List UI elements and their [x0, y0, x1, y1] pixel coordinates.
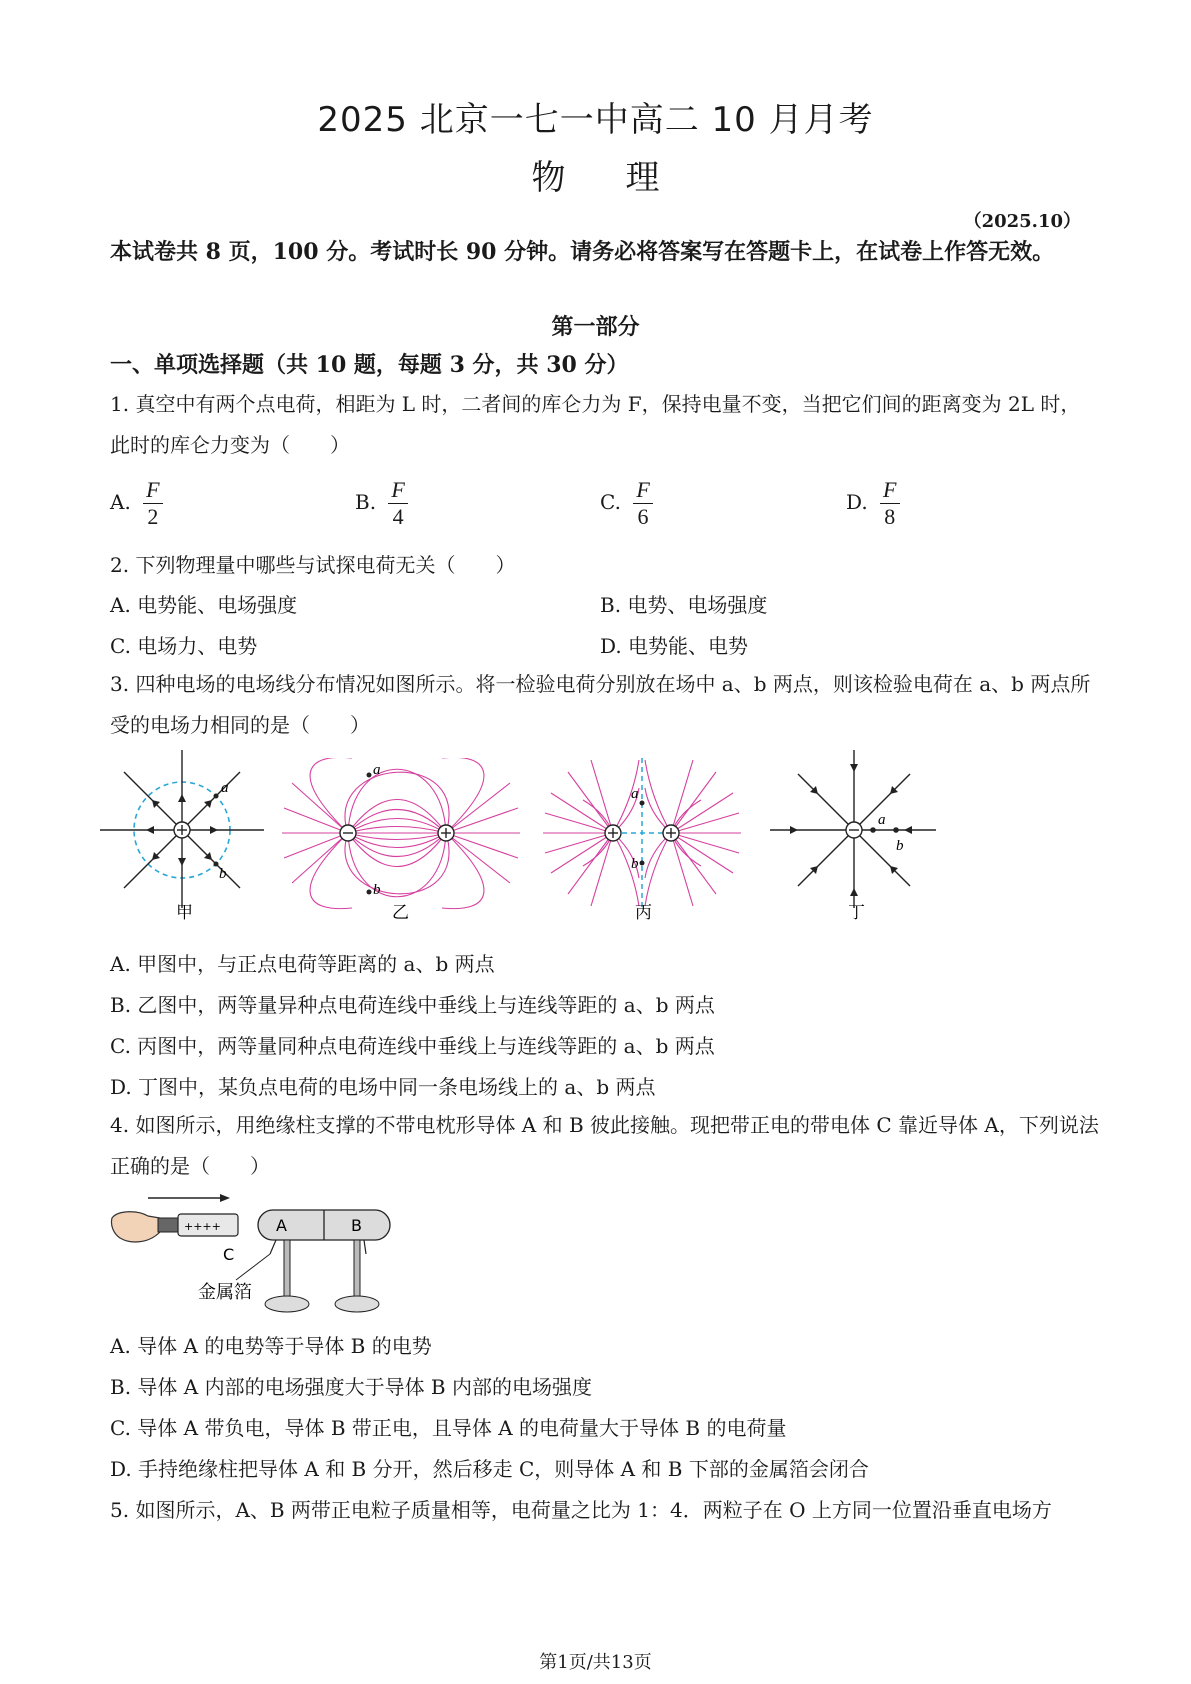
- insulating-post-b: [354, 1240, 360, 1298]
- exam-title: 2025 北京一七一中高二 10 月月考: [317, 100, 874, 140]
- caption-yi: 乙: [392, 903, 409, 920]
- stand-base-a: [265, 1296, 309, 1312]
- plus-charges: ++++: [184, 1220, 221, 1233]
- denominator: 4: [392, 504, 404, 529]
- numerator: F: [388, 477, 407, 504]
- label-a-conductor: A: [276, 1216, 287, 1235]
- q2-option-c: C. 电场力、电势: [110, 634, 258, 658]
- q1-option-b: [355, 477, 408, 530]
- stand-base-b: [335, 1296, 379, 1312]
- fraction: [388, 477, 407, 530]
- question-1-text: 1. 真空中有两个点电荷，相距为 L 时，二者间的库仑力为 F，保持电量不变，当把它们间的距离变为 2L 时，此时的库仑力变为（ ）: [110, 392, 1081, 457]
- q4-option-a: A. 导体 A 的电势等于导体 B 的电势: [110, 1334, 432, 1358]
- q1-option-b-label: B.: [355, 490, 377, 514]
- label-a: a: [878, 812, 886, 828]
- label-a: a: [373, 762, 381, 778]
- foil-a: [270, 1240, 276, 1254]
- numerator: F: [880, 477, 899, 504]
- exam-date: （2025.10）: [963, 211, 1081, 232]
- point-b: [640, 861, 645, 866]
- question-5-text: 5. 如图所示，A、B 两带正电粒子质量相等，电荷量之比为 1：4．两粒子在 O 上方同一位置沿垂直电场方: [110, 1498, 1052, 1522]
- fraction: [633, 477, 652, 530]
- q3-option-c: C. 丙图中，两等量同种点电荷连线中垂线上与连线等距的 a、b 两点: [110, 1034, 715, 1058]
- figure-yi-opposite-charges: [282, 758, 522, 920]
- q1-option-c-label: C.: [600, 490, 621, 514]
- denominator: 2: [147, 504, 159, 529]
- label-b: b: [373, 882, 381, 898]
- point-a: [214, 794, 219, 799]
- label-a: a: [631, 786, 639, 802]
- label-c: C: [223, 1245, 235, 1264]
- arrow-left-icon: [146, 826, 154, 834]
- rod-handle: [158, 1218, 178, 1232]
- label-foil: 金属箔: [198, 1282, 252, 1303]
- hand-icon: [111, 1212, 160, 1242]
- arrow-right-icon: [210, 826, 218, 834]
- arrow-right-icon: [790, 826, 798, 834]
- arrow-right-icon: [220, 1194, 230, 1202]
- fraction: [880, 477, 899, 530]
- label-b: b: [896, 838, 904, 854]
- q1-option-d-label: D.: [846, 490, 868, 514]
- exam-notice: 本试卷共 8 页，100 分。考试时长 90 分钟。请务必将答案写在答题卡上，在试卷上作答无效。: [110, 239, 1055, 265]
- q1-option-a: [110, 477, 163, 530]
- arrow-left-icon: [904, 826, 912, 834]
- arrow-up-icon: [850, 888, 858, 896]
- insulating-post-a: [284, 1240, 290, 1298]
- denominator: 6: [637, 504, 649, 529]
- caption-bing: 丙: [635, 903, 652, 920]
- point-b: [893, 827, 899, 833]
- q3-option-a: A. 甲图中，与正点电荷等距离的 a、b 两点: [110, 952, 495, 976]
- q4-option-c: C. 导体 A 带负电，导体 B 带正电，且导体 A 的电荷量大于导体 B 的电荷量: [110, 1416, 787, 1440]
- figure-conductor-setup: [108, 1188, 418, 1318]
- caption-ding: 丁: [848, 903, 865, 920]
- arrow-up-icon: [178, 794, 186, 802]
- q1-option-c: [600, 477, 653, 530]
- label-b: b: [631, 856, 639, 872]
- foil-pointer: [236, 1254, 270, 1280]
- q4-option-b: B. 导体 A 内部的电场强度大于导体 B 内部的电场强度: [110, 1375, 592, 1399]
- point-a: [640, 801, 645, 806]
- fraction: [143, 477, 162, 530]
- q2-option-d: D. 电势能、电势: [600, 634, 749, 658]
- arrow-down-icon: [850, 764, 858, 772]
- q1-option-d: [846, 477, 900, 530]
- page-footer: 第1页/共13页: [539, 1652, 652, 1673]
- numerator: F: [633, 477, 652, 504]
- label-b-conductor: B: [351, 1216, 362, 1235]
- arrow-down-icon: [178, 858, 186, 866]
- q4-option-d: D. 手持绝缘柱把导体 A 和 B 分开，然后移走 C，则导体 A 和 B 下部的金属箔会闭合: [110, 1457, 869, 1481]
- label-b: b: [219, 866, 227, 882]
- figure-ding-negative-charge: [770, 750, 940, 920]
- question-2-text: 2. 下列物理量中哪些与试探电荷无关（ ）: [110, 553, 516, 577]
- point-b: [214, 862, 219, 867]
- point-a: [870, 827, 876, 833]
- figure-jia-positive-charge: [100, 750, 265, 920]
- q3-option-b: B. 乙图中，两等量异种点电荷连线中垂线上与连线等距的 a、b 两点: [110, 993, 715, 1017]
- q2-option-b: B. 电势、电场强度: [600, 593, 768, 617]
- subject-title: 物理: [531, 158, 720, 198]
- question-4-text: 4. 如图所示，用绝缘柱支撑的不带电枕形导体 A 和 B 彼此接触。现把带正电的带电体 C 靠近导体 A，下列说法正确的是（ ）: [110, 1113, 1099, 1178]
- section-heading: 一、单项选择题（共 10 题，每题 3 分，共 30 分）: [110, 352, 629, 378]
- point-a: [367, 773, 372, 778]
- label-a: a: [221, 780, 229, 796]
- q3-option-d: D. 丁图中，某负点电荷的电场中同一条电场线上的 a、b 两点: [110, 1075, 656, 1099]
- denominator: 8: [884, 504, 896, 529]
- point-b: [367, 890, 372, 895]
- question-3-text: 3. 四种电场的电场线分布情况如图所示。将一检验电荷分别放在场中 a、b 两点，则该检验电荷在 a、b 两点所受的电场力相同的是（ ）: [110, 672, 1091, 737]
- q2-option-a: A. 电势能、电场强度: [110, 593, 298, 617]
- figure-bing-like-charges: [543, 758, 743, 920]
- q1-option-a-label: A.: [110, 490, 131, 514]
- foil-b: [364, 1240, 366, 1254]
- caption-jia: 甲: [176, 903, 193, 920]
- field-lines-group: [282, 758, 520, 909]
- numerator: F: [143, 477, 162, 504]
- part-heading: 第一部分: [551, 314, 640, 340]
